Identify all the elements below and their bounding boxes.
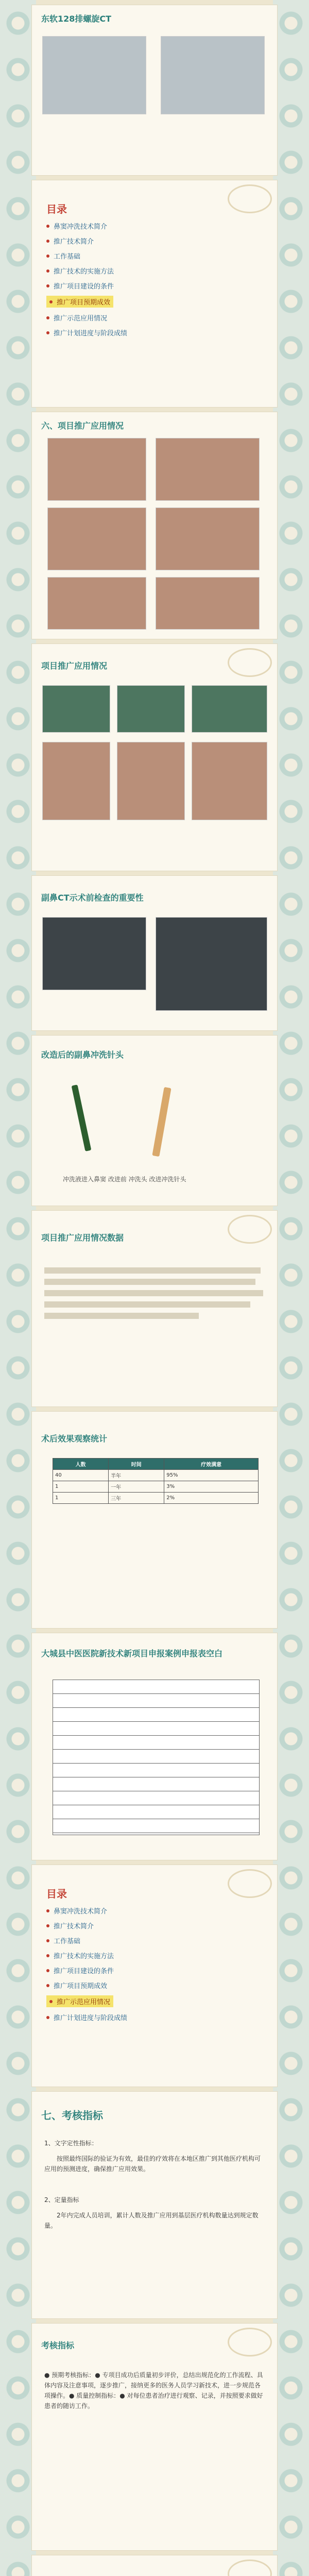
slide-title: 副鼻CT示术前检查的重要性: [41, 893, 144, 903]
right-decorative-border: [273, 0, 309, 2576]
needle-old-icon: [72, 1084, 92, 1151]
slide-title: 东软128排螺旋CT: [41, 14, 112, 24]
toc-item: 工作基础: [46, 251, 127, 261]
table-cell: 1: [53, 1493, 109, 1504]
slide-toc-2: [32, 1865, 277, 2087]
toc-title: 目录: [46, 1888, 67, 1900]
slide-effect-stats: [32, 1412, 277, 1628]
assessment-text-4: 2年内完成人员培训，累计人数及推广应用到基层医疗机构数量达到规定数量。: [44, 2212, 259, 2229]
toc-item-active: 推广项目预期成效: [46, 296, 113, 308]
ct-image-grid: [42, 917, 146, 990]
toc-item: 推广技术的实施方法: [46, 1951, 127, 1960]
ct-image-sinus: [156, 917, 267, 1011]
table-row: [53, 1481, 259, 1493]
patient-photo: [117, 742, 185, 820]
table-header: 时间: [109, 1459, 164, 1470]
slide-title: 大城县中医医院新技术新项目申报案例申报表空白: [41, 1649, 223, 1658]
slide-title: 六、项目推广应用情况: [41, 421, 124, 431]
table-cell: 40: [53, 1470, 109, 1481]
toc-item: 推广项目建设的条件: [46, 1965, 127, 1975]
slide-assessment-indicators: [32, 2324, 277, 2550]
surgery-photo: [117, 685, 185, 733]
surgery-photo: [42, 685, 110, 733]
clinical-photo: [156, 577, 260, 630]
decorative-ornament: [228, 184, 272, 213]
slide-assessment: [32, 2092, 277, 2318]
clinical-photo: [156, 507, 260, 570]
effect-table: [53, 1458, 259, 1504]
table-row: [53, 1493, 259, 1504]
slide-ct-scanner: [32, 5, 277, 175]
decorative-ornament: [228, 2328, 272, 2357]
toc-item: 推广项目预期成效: [46, 1980, 127, 1990]
slide-title: 考核指标: [41, 2341, 75, 2350]
table-header: 人数: [53, 1459, 109, 1470]
toc-item: 推广技术简介: [46, 1921, 127, 1930]
toc: [46, 1886, 127, 2027]
table-cell: 半年: [109, 1470, 164, 1481]
patient-photo: [192, 742, 267, 820]
indicator-text: ● 预期考核指标：● 专项目成功后质量初步评价，总结出规范化的工作流程、具体内容及注意事项，逐步推广，接纳更多的医务人员学习新技术，进一步规范各项操作。● 质量控制指标：● 对每位患者治疗进行观察、记录，并按照要求做好患者的随访工作。: [44, 2371, 263, 2410]
toc-item: 推广技术简介: [46, 236, 127, 246]
blank-form-table: [53, 1680, 260, 1835]
toc-item: 鼻窦冲洗技术简介: [46, 221, 127, 231]
slide-toc-1: [32, 180, 277, 407]
surgery-photo: [192, 685, 267, 733]
toc-item-active: 推广示范应用情况: [46, 1995, 113, 2007]
slide-toc-3: [32, 2555, 277, 2576]
assessment-text-2: 按照最终国际的验证为有效，最佳的疗效将在本地区推广到其他医疗机构可应用的预测进度，确保推广应用效果。: [44, 2155, 261, 2173]
slide-needle: [32, 1036, 277, 1206]
clinical-photo: [156, 438, 260, 501]
needle-new-icon: [152, 1087, 171, 1157]
patient-photo: [42, 742, 110, 820]
table-cell: 三年: [109, 1493, 164, 1504]
clinical-photo: [47, 507, 146, 570]
toc-item: 工作基础: [46, 1936, 127, 1945]
slide-title: 项目推广应用情况数据: [41, 1233, 124, 1243]
clinical-photo: [47, 438, 146, 501]
table-cell: 一年: [109, 1481, 164, 1493]
table-cell: 1: [53, 1481, 109, 1493]
decorative-ornament: [228, 1215, 272, 1244]
decorative-ornament: [228, 648, 272, 677]
table-header: 疗效满意: [164, 1459, 259, 1470]
toc-item: 推广计划进度与阶段成绩: [46, 2012, 127, 2022]
ct-scanner-photo-1: [42, 36, 146, 114]
toc: [46, 201, 127, 343]
slide-title: 改造后的副鼻冲洗针头: [41, 1050, 124, 1060]
slide-application-data: [32, 1211, 277, 1406]
slide-application-2: [32, 644, 277, 871]
needle-caption: 冲洗液进入鼻窦 改进前 冲洗头 改进冲洗针头: [63, 1176, 186, 1183]
toc-title: 目录: [46, 203, 67, 215]
decorative-ornament: [228, 1869, 272, 1898]
toc-item: 推广技术的实施方法: [46, 266, 127, 276]
toc-item: 鼻窦冲洗技术简介: [46, 1906, 127, 1916]
slide-title: 项目推广应用情况: [41, 661, 108, 671]
left-decorative-border: [0, 0, 36, 2576]
slide-title: 七、考核指标: [41, 2109, 103, 2122]
ct-scanner-photo-2: [161, 36, 265, 114]
assessment-text-1: 1、文字定性指标：: [44, 2140, 98, 2147]
toc-item: 推广示范应用情况: [46, 313, 127, 323]
table-cell: 3%: [164, 1481, 259, 1493]
table-cell: 2%: [164, 1493, 259, 1504]
slide-application-form: [32, 1633, 277, 1860]
slide-ct-importance: [32, 876, 277, 1030]
table-cell: 95%: [164, 1470, 259, 1481]
toc-item: 推广计划进度与阶段成绩: [46, 328, 127, 337]
toc-item: 推广项目建设的条件: [46, 281, 127, 291]
table-row: [53, 1470, 259, 1481]
slide-application-1: [32, 412, 277, 639]
body-text-lines: [44, 1262, 266, 1324]
slide-title: 术后效果观察统计: [41, 1434, 108, 1444]
clinical-photo: [47, 577, 146, 630]
assessment-text-3: 2、定量指标: [44, 2196, 79, 2204]
decorative-ornament: [228, 2560, 272, 2576]
